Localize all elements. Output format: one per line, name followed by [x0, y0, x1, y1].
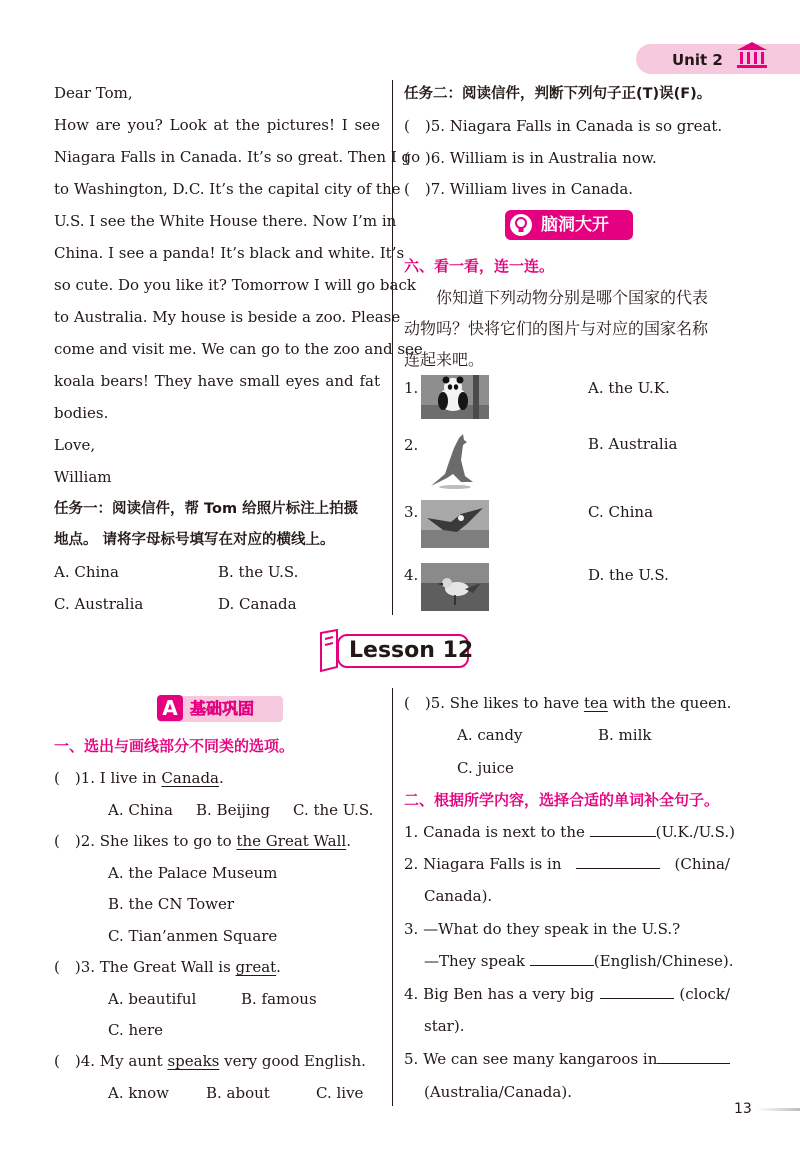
option[interactable]: C. the U.S.: [293, 801, 374, 819]
match-number: 2.: [404, 436, 419, 454]
column-divider-bottom: [392, 688, 393, 1106]
match-country[interactable]: C. China: [588, 503, 654, 521]
letter-line: koala bears! They have small eyes and fat: [54, 372, 380, 390]
section1-title: 一、选出与画线部分不同类的选项。: [54, 737, 295, 755]
task1-option: D. Canada: [218, 595, 297, 613]
task1-option: B. the U.S.: [218, 563, 299, 581]
match-number: 1.: [404, 379, 419, 397]
letter-signature: William: [54, 468, 112, 486]
section2-title: 二、根据所学内容，选择合适的单词补全句子。: [404, 791, 720, 809]
letter-line: U.S. I see the White House there. Now I’m in: [54, 212, 397, 230]
letter-line: How are you? Look at the pictures! I see: [54, 116, 380, 134]
task2-title: 任务二：阅读信件，判断下列句子正(T)误(F)。: [404, 86, 712, 102]
sentence: 2. Niagara Falls is in (China/: [404, 855, 730, 873]
match-number: 3.: [404, 503, 419, 521]
museum-icon: [735, 40, 769, 70]
task1-instruction: 任务一：阅读信件，帮 Tom 给照片标注上拍摄: [54, 501, 359, 517]
letter-line: to Australia. My house is beside a zoo. Please: [54, 308, 401, 326]
lesson-title: Lesson 12: [349, 638, 474, 663]
task2-item[interactable]: ( )6. William is in Australia now.: [404, 149, 657, 167]
task2-item[interactable]: ( )7. William lives in Canada.: [404, 180, 634, 198]
sentence: 4. Big Ben has a very big (clock/: [404, 985, 730, 1003]
answer-blank[interactable]: [530, 951, 594, 966]
badge-a-letter: A: [157, 695, 183, 721]
section6-intro: 动物吗？快将它们的图片与对应的国家名称: [404, 319, 709, 338]
letter-line: so cute. Do you like it? Tomorrow I will go back: [54, 276, 416, 294]
option[interactable]: C. here: [108, 1021, 164, 1039]
option[interactable]: C. Tian’anmen Square: [108, 927, 278, 945]
page-number: 13: [734, 1101, 752, 1117]
option[interactable]: B. the CN Tower: [108, 895, 235, 913]
letter-line: to Washington, D.C. It’s the capital city of the: [54, 180, 401, 198]
task1-option: C. Australia: [54, 595, 144, 613]
question[interactable]: ( )2. She likes to go to the Great Wall.: [54, 832, 351, 850]
letter-line-last: bodies.: [54, 404, 109, 422]
kangaroo-photo[interactable]: [421, 430, 481, 490]
option[interactable]: A. candy: [457, 726, 523, 744]
option[interactable]: B. about: [206, 1084, 270, 1102]
option[interactable]: C. live: [316, 1084, 364, 1102]
letter-greeting: Dear Tom,: [54, 84, 133, 102]
task1-option: A. China: [54, 563, 119, 581]
answer-blank[interactable]: [576, 854, 660, 869]
letter-line: Niagara Falls in Canada. It’s so great. Then I go: [54, 148, 421, 166]
option[interactable]: C. juice: [457, 759, 514, 777]
match-country[interactable]: D. the U.S.: [588, 566, 669, 584]
eagle-photo[interactable]: [421, 500, 489, 548]
option[interactable]: A. China: [108, 801, 173, 819]
match-number: 4.: [404, 566, 419, 584]
option[interactable]: A. know: [108, 1084, 169, 1102]
sentence-cont: (Australia/Canada).: [424, 1083, 572, 1101]
section6-title: 六、看一看，连一连。: [404, 257, 555, 275]
match-country[interactable]: A. the U.K.: [588, 379, 670, 397]
question[interactable]: ( )1. I live in Canada.: [54, 769, 224, 787]
task2-item[interactable]: ( )5. Niagara Falls in Canada is so great.: [404, 117, 723, 135]
letter-line: come and visit me. We can go to the zoo and see: [54, 340, 423, 358]
option[interactable]: A. the Palace Museum: [108, 864, 278, 882]
option[interactable]: A. beautiful: [108, 990, 197, 1008]
sentence-cont: star).: [424, 1017, 465, 1035]
unit-label: Unit 2: [672, 51, 723, 69]
answer-blank[interactable]: [590, 822, 656, 837]
question[interactable]: ( )5. She likes to have tea with the queen.: [404, 694, 732, 712]
panda-photo[interactable]: [421, 375, 489, 419]
sentence: 5. We can see many kangaroos in: [404, 1049, 730, 1069]
sentence: 3. —What do they speak in the U.S.?: [404, 920, 681, 938]
answer-blank[interactable]: [657, 1049, 730, 1064]
task1-instruction: 地点。 请将字母标号填写在对应的横线上。: [54, 532, 335, 548]
question[interactable]: ( )4. My aunt speaks very good English.: [54, 1052, 366, 1070]
sentence: 1. Canada is next to the (U.K./U.S.): [404, 823, 735, 841]
option[interactable]: B. Beijing: [196, 801, 270, 819]
brain-badge-label: 脑洞大开: [541, 215, 609, 235]
match-country[interactable]: B. Australia: [588, 435, 678, 453]
lightbulb-icon: [508, 212, 534, 238]
sentence-cont: Canada).: [424, 887, 493, 905]
letter-line: China. I see a panda! It’s black and white. It’s: [54, 244, 405, 262]
letter-closing: Love,: [54, 436, 96, 454]
bird-photo[interactable]: [421, 563, 489, 611]
footer-rule: [756, 1108, 800, 1111]
answer-blank[interactable]: [600, 984, 674, 999]
option[interactable]: B. milk: [598, 726, 652, 744]
question[interactable]: ( )3. The Great Wall is great.: [54, 958, 281, 976]
section6-intro: 连起来吧。: [404, 350, 485, 369]
section6-intro: 你知道下列动物分别是哪个国家的代表: [436, 288, 709, 307]
sentence: —They speak (English/Chinese).: [424, 952, 734, 970]
option[interactable]: B. famous: [241, 990, 317, 1008]
badge-a-label: 基础巩固: [190, 699, 255, 718]
